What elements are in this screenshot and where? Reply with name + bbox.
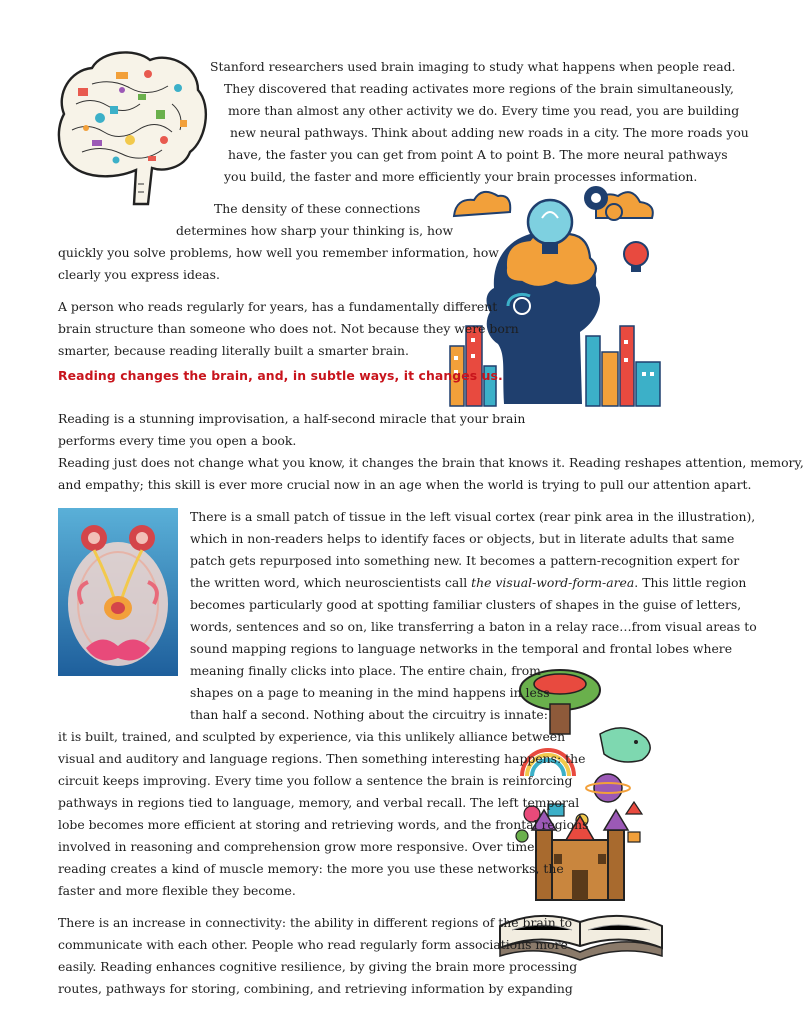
cortex-line: shapes on a page to meaning in the mind happens in less — [190, 685, 550, 700]
vwfa-term: the visual-word-form-area — [471, 575, 635, 590]
section-heading: Reading changes the brain, and, in subtle ways, it changes us. — [58, 368, 503, 383]
structure-line: A person who reads regularly for years, has a fundamentally different — [58, 299, 498, 314]
cortex-line: it is built, trained, and sculpted by experience, via this unlikely alliance between — [58, 729, 566, 744]
brain-doodle-figure — [52, 44, 212, 210]
intro-line: Stanford researchers used brain imaging to study what happens when people read. — [210, 59, 736, 74]
connectivity-line: easily. Reading enhances cognitive resilience, by giving the brain more processing — [58, 959, 578, 974]
improv-line: and empathy; this skill is ever more crucial now in an age when the world is trying to pull our attention apart. — [58, 477, 752, 492]
improv-line: performs every time you open a book. — [58, 433, 297, 448]
density-line: The density of these connections — [214, 201, 421, 216]
cortex-line: words, sentences and so on, like transferring a baton in a relay race…from visual areas to — [190, 619, 757, 634]
cortex-line: reading creates a kind of muscle memory: the more you use these networks, the — [58, 861, 564, 876]
improv-line: Reading just does not change what you know, it changes the brain that knows it. Reading reshapes attention, memory, — [58, 455, 804, 470]
density-line: clearly you express ideas. — [58, 267, 220, 282]
cortex-text: This little region — [642, 575, 747, 590]
cortex-text: . — [634, 575, 639, 590]
brain-scan-figure — [58, 508, 178, 676]
cortex-line: There is a small patch of tissue in the left visual cortex (rear pink area in the illustration), — [190, 509, 756, 524]
cortex-line: visual and auditory and language regions. Then something interesting happens: the — [58, 751, 586, 766]
cortex-line: sound mapping regions to language networks in the temporal and frontal lobes where — [190, 641, 733, 656]
connectivity-line: There is an increase in connectivity: the ability in different regions of the brain to — [58, 915, 573, 930]
intro-line: new neural pathways. Think about adding new roads in a city. The more roads you — [230, 125, 749, 140]
cortex-line: meaning finally clicks into place. The entire chain, from — [190, 663, 541, 678]
structure-line: brain structure than someone who does not. Not because they were born — [58, 321, 519, 336]
density-line: determines how sharp your thinking is, how — [176, 223, 454, 238]
cortex-line: faster and more flexible they become. — [58, 883, 296, 898]
cortex-line: than half a second. Nothing about the circuitry is innate: — [190, 707, 548, 722]
intro-line: They discovered that reading activates more regions of the brain simultaneously, — [224, 81, 734, 96]
cortex-line — [190, 572, 746, 594]
connectivity-line: communicate with each other. People who read regularly form associations more — [58, 937, 568, 952]
structure-line: smarter, because reading literally built a smarter brain. — [58, 343, 409, 358]
cortex-line: patch gets repurposed into something new. It becomes a pattern-recognition expert for — [190, 553, 740, 568]
cortex-line: pathways in regions tied to language, memory, and verbal recall. The left temporal — [58, 795, 580, 810]
intro-line: more than almost any other activity we do. Every time you read, you are building — [228, 103, 740, 118]
improv-line: Reading is a stunning improvisation, a half-second miracle that your brain — [58, 411, 526, 426]
intro-line: have, the faster you can get from point A to point B. The more neural pathways — [228, 147, 728, 162]
cortex-line: becomes particularly good at spotting familiar clusters of shapes in the guise of letters, — [190, 597, 742, 612]
cortex-line: lobe becomes more efficient at storing and retrieving words, and the frontal regions — [58, 817, 589, 832]
cortex-line: which in non-readers helps to identify faces or objects, but in literate adults that same — [190, 531, 735, 546]
cortex-line: involved in reasoning and comprehension grow more responsive. Over time, — [58, 839, 539, 854]
intro-line: you build, the faster and more efficiently your brain processes information. — [224, 169, 698, 184]
cortex-line: circuit keeps improving. Every time you follow a sentence the brain is reinforcing — [58, 773, 573, 788]
density-line: quickly you solve problems, how well you remember information, how — [58, 245, 499, 260]
cortex-text: the written word, which neuroscientists call — [190, 575, 472, 590]
connectivity-line: routes, pathways for storing, combining, and retrieving information by expanding — [58, 981, 573, 996]
